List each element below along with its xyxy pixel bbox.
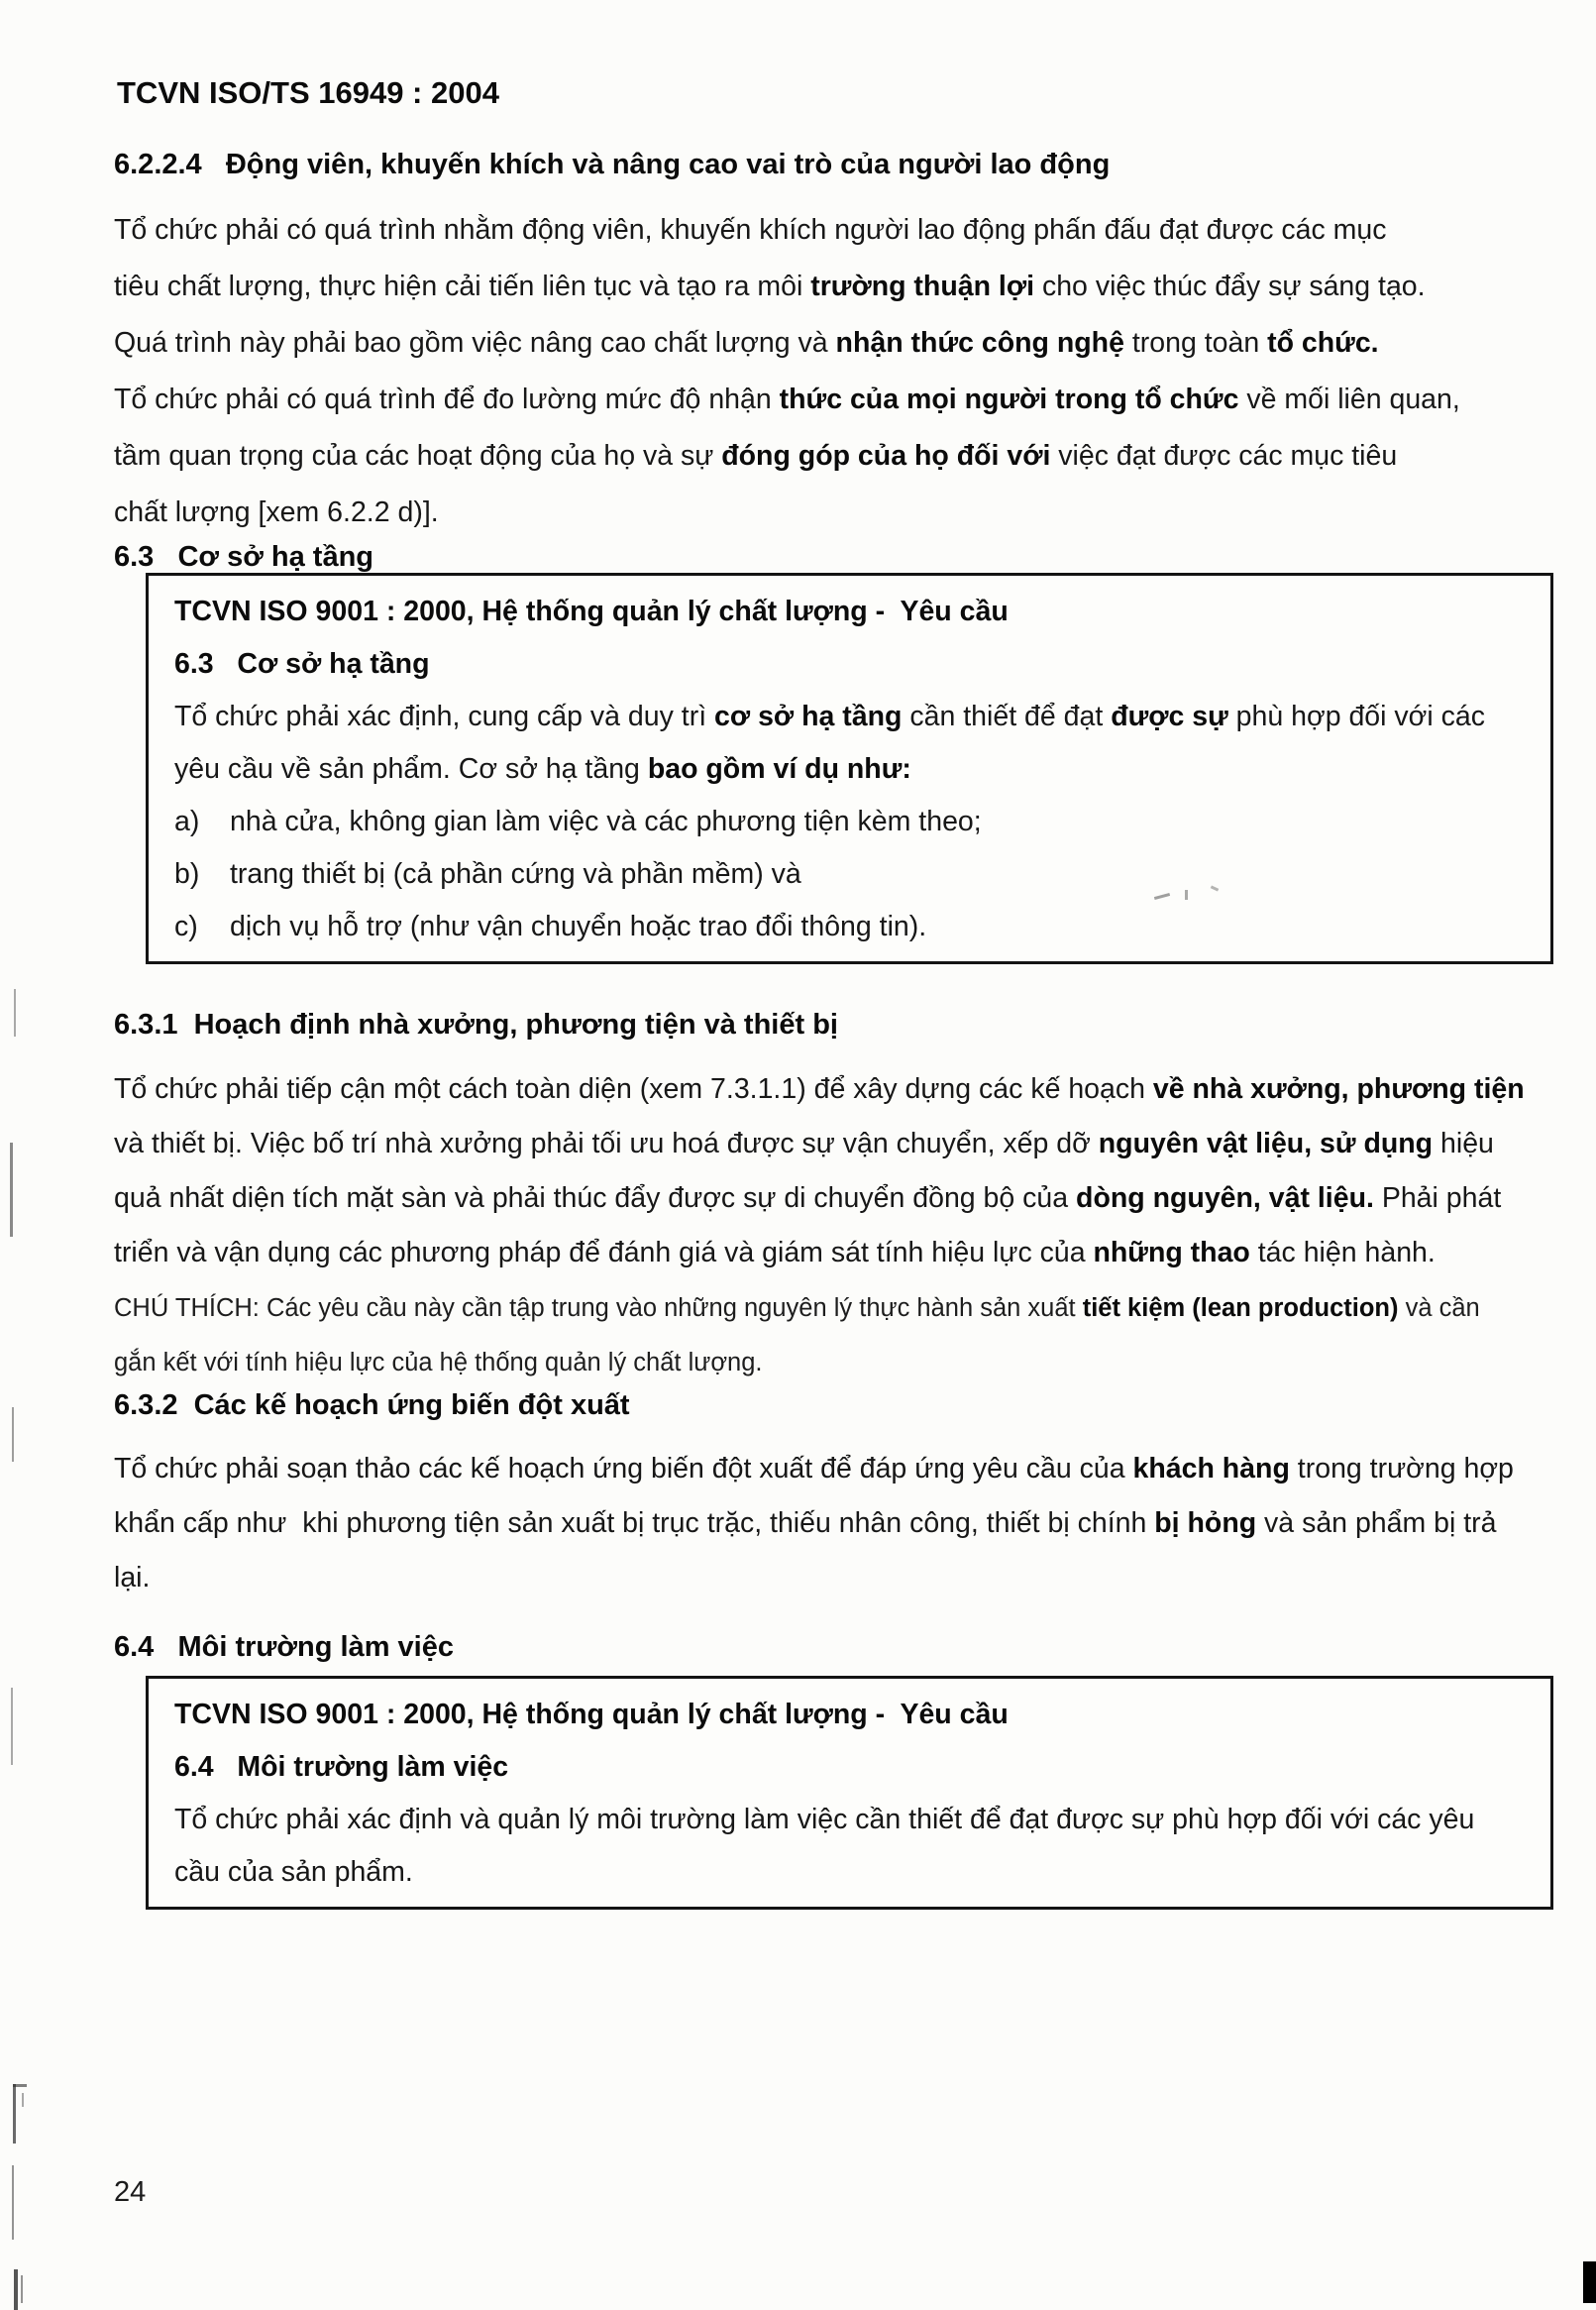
note-lean-production — [114, 1281, 1560, 1390]
heading-6-3: 6.3 Cơ sở hạ tầng — [114, 541, 374, 573]
text-line: lại. — [114, 1562, 151, 1594]
list-item-label: b) — [174, 858, 200, 890]
page-number: 24 — [114, 2176, 147, 2208]
quote-paragraph-6-3 — [174, 691, 1550, 796]
text-line: tầm quan trọng của các hoạt động của họ và sự đóng góp của họ đối với việc đạt được các mục tiêu — [114, 440, 1398, 472]
paragraph-6-3-2 — [114, 1442, 1560, 1605]
list-item-a — [174, 796, 1550, 848]
scan-artifact — [14, 989, 16, 1037]
text-line: Tổ chức phải tiếp cận một cách toàn diện (xem 7.3.1.1) để xây dựng các kế hoạch về nhà xưởng, phương tiện — [114, 1073, 1525, 1105]
scan-artifact — [1583, 2261, 1596, 2303]
quote-box-title: TCVN ISO 9001 : 2000, Hệ thống quản lý chất lượng - Yêu cầu — [174, 1699, 1009, 1730]
scan-artifact — [11, 1688, 13, 1765]
quote-paragraph-6-4 — [174, 1794, 1550, 1899]
text-line: Tổ chức phải có quá trình nhằm động viên, khuyến khích người lao động phấn đấu đạt được các mục — [114, 214, 1387, 246]
text-line: gắn kết với tính hiệu lực của hệ thống quản lý chất lượng. — [114, 1349, 763, 1376]
text-line: tiêu chất lượng, thực hiện cải tiến liên tục và tạo ra môi trường thuận lợi cho việc thúc đẩy sự sáng tạo. — [114, 271, 1426, 302]
list-item-text: trang thiết bị (cả phần cứng và phần mềm) và — [230, 858, 801, 890]
quote-heading-6-4: 6.4 Môi trường làm việc — [174, 1751, 509, 1783]
text-line: chất lượng [xem 6.2.2 d)]. — [114, 496, 439, 528]
text-line: yêu cầu về sản phẩm. Cơ sở hạ tầng bao gồm ví dụ như: — [174, 753, 911, 785]
text-line: Tổ chức phải soạn thảo các kế hoạch ứng biến đột xuất để đáp ứng yêu cầu của khách hàng trong trường hợp — [114, 1453, 1514, 1485]
scan-artifact — [22, 2093, 24, 2107]
list-item-c — [174, 901, 1550, 953]
list-item-label: c) — [174, 911, 198, 942]
list-item-text: dịch vụ hỗ trợ (như vận chuyển hoặc trao đổi thông tin). — [230, 911, 927, 942]
iso9001-quote-box-6-4 — [146, 1676, 1553, 1910]
text-line: Tổ chức phải có quá trình để đo lường mức độ nhận thức của mọi người trong tổ chức về mối liên quan, — [114, 384, 1460, 415]
scan-artifact — [13, 2084, 16, 2144]
paragraph-6-2-2-4-b — [114, 315, 1560, 372]
scan-artifact — [21, 2275, 23, 2303]
text-line: cầu của sản phẩm. — [174, 1856, 413, 1888]
paragraph-6-2-2-4-c — [114, 372, 1560, 541]
heading-6-3-1: 6.3.1 Hoạch định nhà xưởng, phương tiện và thiết bị — [114, 1009, 838, 1041]
paragraph-6-2-2-4-a — [114, 202, 1560, 315]
list-item-b — [174, 848, 1550, 901]
iso9001-quote-box-6-3 — [146, 573, 1553, 964]
heading-6-2-2-4: 6.2.2.4 Động viên, khuyến khích và nâng cao vai trò của người lao động — [114, 149, 1111, 180]
heading-6-3-2: 6.3.2 Các kế hoạch ứng biến đột xuất — [114, 1389, 630, 1421]
list-item-text: nhà cửa, không gian làm việc và các phương tiện kèm theo; — [230, 806, 982, 837]
text-line: Tổ chức phải xác định, cung cấp và duy trì cơ sở hạ tầng cần thiết để đạt được sự phù hợp đối với các — [174, 701, 1485, 732]
text-line: và thiết bị. Việc bố trí nhà xưởng phải tối ưu hoá được sự vận chuyển, xếp dỡ nguyên vật liệu, sử dụng hiệu — [114, 1128, 1494, 1159]
text-line: CHÚ THÍCH: Các yêu cầu này cần tập trung vào những nguyên lý thực hành sản xuất tiết kiệm (lean production) và cần — [114, 1294, 1480, 1322]
list-item-label: a) — [174, 806, 200, 837]
heading-6-4: 6.4 Môi trường làm việc — [114, 1631, 454, 1663]
text-line: khẩn cấp như khi phương tiện sản xuất bị trục trặc, thiếu nhân công, thiết bị chính bị hỏng và sản phẩm bị trả — [114, 1507, 1497, 1539]
scan-artifact — [10, 1143, 13, 1237]
paragraph-6-3-1 — [114, 1062, 1560, 1280]
text-line: Tổ chức phải xác định và quản lý môi trường làm việc cần thiết để đạt được sự phù hợp đối với các yêu — [174, 1804, 1475, 1835]
quote-heading-6-3: 6.3 Cơ sở hạ tầng — [174, 648, 430, 680]
text-line: quả nhất diện tích mặt sàn và phải thúc đẩy được sự di chuyển đồng bộ của dòng nguyên, vật liệu. Phải phát — [114, 1182, 1502, 1214]
scan-artifact — [14, 2269, 18, 2310]
document-header: TCVN ISO/TS 16949 : 2004 — [117, 75, 499, 110]
scan-artifact — [12, 1407, 14, 1462]
quote-box-title: TCVN ISO 9001 : 2000, Hệ thống quản lý chất lượng - Yêu cầu — [174, 596, 1009, 627]
scan-artifact — [1185, 890, 1188, 900]
text-line: triển và vận dụng các phương pháp để đánh giá và giám sát tính hiệu lực của những thao tác hiện hành. — [114, 1237, 1436, 1268]
text-line: Quá trình này phải bao gồm việc nâng cao chất lượng và nhận thức công nghệ trong toàn tổ chức. — [114, 327, 1379, 359]
scan-artifact — [12, 2165, 14, 2240]
